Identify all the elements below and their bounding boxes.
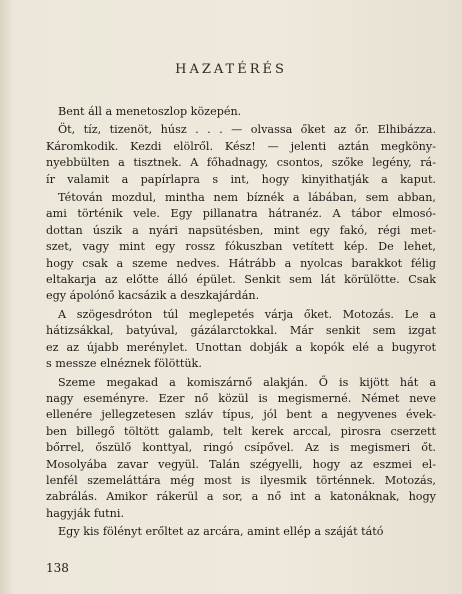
text-line: dottan úszik a nyári napsütésben, mint egy fakó, régi met-	[46, 223, 436, 237]
text-line: ír valamit a papírlapra s int, hogy kinyithatják a kaput.	[46, 172, 436, 186]
text-line: A szögesdróton túl meglepetés várja őket. Motozás. Le a	[58, 307, 436, 321]
paragraph	[46, 375, 436, 523]
paragraph	[46, 104, 436, 120]
text-line: ellenére jellegzetesen szláv típus, jól bent a negyvenes évek-	[46, 408, 436, 422]
chapter-title: HAZATÉRÉS	[175, 62, 287, 77]
text-line: lenfél szemeláttára még most is ilyesmik történnek. Motozás,	[46, 473, 436, 487]
text-line: nagy eseményre. Ezer nő közül is megismerné. Német neve	[46, 391, 436, 405]
text-line: eltakarja az előtte álló épület. Senkit sem lát körülötte. Csak	[46, 273, 436, 287]
paragraph	[46, 190, 436, 305]
text-line: Bent áll a menetoszlop közepén.	[58, 105, 242, 118]
text-line: zabrálás. Amikor rákerül a sor, a nő int a katonáknak, hogy	[46, 490, 436, 504]
text-line: nyebbülten a tisztnek. A főhadnagy, csontos, szőke legény, rá-	[46, 156, 436, 170]
text-line: Szeme megakad a komiszárnő alakján. Ő is kijött hát a	[58, 375, 436, 389]
text-line: hogy csak a szeme nedves. Hátrább a nyolcas barakkot félig	[46, 256, 436, 270]
text-line: Káromkodik. Kezdi elölről. Kész! — jelenti aztán megköny-	[46, 139, 436, 153]
paragraph	[46, 524, 436, 540]
text-line: Tétován mozdul, mintha nem bíznék a lábában, sem abban,	[58, 191, 436, 205]
text-line: egy ápolónő kacsázik a deszkajárdán.	[46, 289, 260, 303]
page-number: 138	[46, 561, 69, 575]
text-line: szet, vagy mint egy rossz fókuszban vetített kép. De lehet,	[46, 240, 436, 254]
text-line: hagyják futni.	[46, 506, 125, 520]
text-line: ben billegő töltött galamb, telt kerek arccal, pirosra cserzett	[46, 424, 436, 438]
paragraph	[46, 122, 436, 188]
text-line: hátizsákkal, batyúval, gázálarctokkal. Már senkit sem izgat	[46, 324, 436, 338]
text-line: Egy kis fölényt erőltet az arcára, amint ellép a száját tátó	[58, 525, 384, 539]
body-text	[46, 104, 436, 541]
text-line: ez az újabb merénylet. Unottan dobják a kopók elé a bugyrot	[46, 340, 436, 354]
text-line: bőrrel, őszülő konttyal, ringó csípővel. Az is megismeri őt.	[46, 441, 436, 455]
paragraph	[46, 307, 436, 373]
text-line: s messze elnéznek fölöttük.	[46, 357, 202, 371]
text-line: ami történik vele. Egy pillanatra hátranéz. A tábor elmosó-	[46, 207, 436, 221]
text-line: Öt, tíz, tizenöt, húsz . . . — olvassa őket az őr. Elhibázza.	[58, 123, 436, 137]
text-line: Mosolyába zavar vegyül. Talán szégyelli, hogy az eszmei el-	[46, 457, 436, 471]
